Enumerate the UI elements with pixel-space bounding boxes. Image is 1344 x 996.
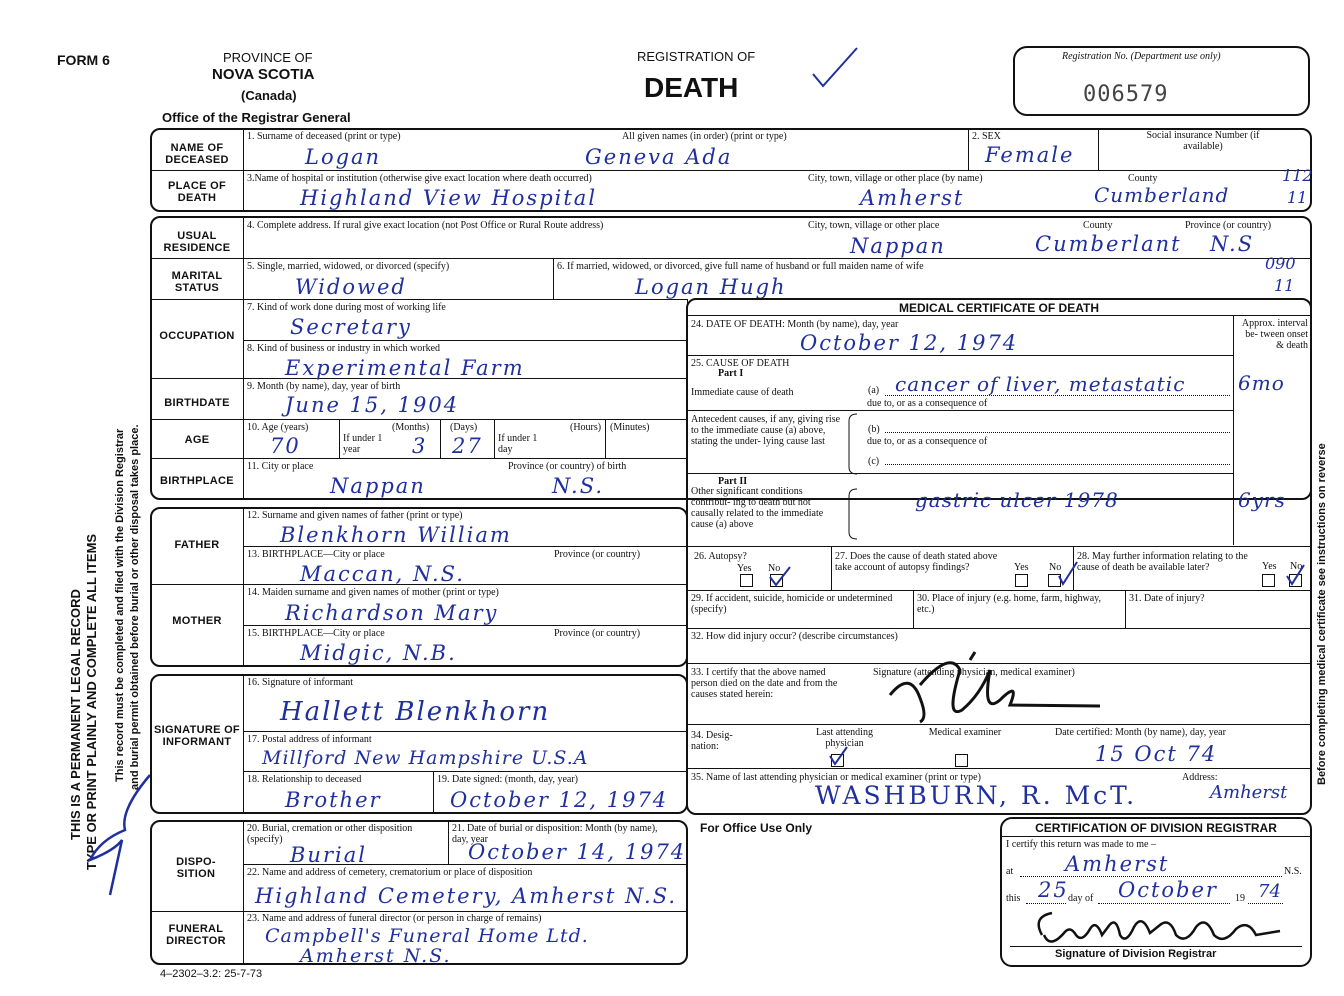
- label-part2: Part II: [718, 476, 748, 487]
- value-birth-city[interactable]: Nappan: [330, 474, 426, 498]
- label-surname: 1. Surname of deceased (print or type): [247, 131, 401, 142]
- label-ns: N.S.: [1284, 866, 1302, 877]
- further-yes-checkbox[interactable]: [1262, 574, 1275, 587]
- section-age: AGE: [184, 434, 210, 446]
- title-small: REGISTRATION OF: [637, 49, 756, 64]
- label-res-county: County: [1083, 220, 1113, 231]
- label-other: Other significant conditions contribut- ing to death but not causally related to the immediate cause (a) above: [691, 486, 824, 530]
- label-antecedent: Antecedent causes, if any, giving rise to the immediate cause (a) above, stating the under- lying cause last: [691, 414, 841, 447]
- value-interval-a[interactable]: 6mo: [1238, 371, 1285, 395]
- label-mother-bp-prov: Province (or country): [554, 628, 641, 639]
- label-cemetery: 22. Name and address of cemetery, crematorium or place of disposition: [247, 867, 533, 878]
- value-father-bp[interactable]: Maccan, N.S.: [300, 562, 465, 586]
- value-interval-2[interactable]: 6yrs: [1238, 488, 1286, 512]
- label-under1: If under 1 year: [343, 433, 383, 455]
- label-hospital: 3.Name of hospital or institution (otherwise give exact location where death occurred): [247, 173, 592, 184]
- check-mark-icon: [1284, 562, 1306, 588]
- label-physician-address: Address:: [1182, 772, 1218, 783]
- value-code3: 090: [1265, 254, 1296, 273]
- label-sex: 2. SEX: [972, 131, 1001, 142]
- label-certify: 33. I certify that the above named person died on the date and from the causes stated herein:: [691, 667, 838, 700]
- label-days: (Days): [450, 422, 478, 433]
- section-father: FATHER: [174, 539, 220, 551]
- check-mark-icon: [805, 44, 865, 94]
- section-place: PLACE OF DEATH: [167, 180, 226, 204]
- label-res-city: City, town, village or other place: [808, 220, 940, 231]
- section-birthdate: BIRTHDATE: [164, 397, 230, 409]
- value-informant-sig[interactable]: Hallett Blenkhorn: [280, 697, 551, 727]
- label-physician-sig: Signature (attending physician, medical examiner): [873, 667, 1075, 678]
- section-birthplace: BIRTHPLACE: [160, 475, 234, 487]
- label-last-attending: Last attending physician: [816, 727, 873, 749]
- value-mother[interactable]: Richardson Mary: [285, 601, 499, 625]
- value-code1: 112: [1282, 166, 1313, 185]
- label-autopsy-no: No: [768, 563, 781, 574]
- label-hours: (Hours): [570, 422, 602, 433]
- label-designation: 34. Desig- nation:: [691, 730, 733, 752]
- label-due2: due to, or as a consequence of: [867, 436, 988, 447]
- section-disposition: DISPO- SITION: [176, 856, 216, 880]
- label-injury-how: 32. How did injury occur? (describe circumstances): [691, 631, 898, 642]
- label-day-of: day of: [1068, 893, 1094, 904]
- label-cert-line: I certify this return was made to me –: [1006, 839, 1156, 850]
- value-res-county[interactable]: Cumberlant: [1035, 232, 1182, 256]
- value-birthdate[interactable]: June 15, 1904: [285, 393, 460, 417]
- value-occupation[interactable]: Secretary: [290, 315, 412, 339]
- value-funeral-dir1[interactable]: Campbell's Funeral Home Ltd.: [265, 925, 589, 947]
- label-c: (c): [868, 456, 880, 467]
- label-findings-yes: Yes: [1014, 562, 1029, 573]
- label-birth-prov: Province (or country) of birth: [508, 461, 627, 472]
- label-registrar-signature: Signature of Division Registrar: [1055, 948, 1217, 960]
- label-year-prefix: 19: [1235, 893, 1245, 904]
- value-registrar-day[interactable]: 25: [1038, 878, 1069, 902]
- label-findings-no: No: [1049, 562, 1062, 573]
- value-code2: 11: [1287, 188, 1308, 207]
- label-mother-bp: 15. BIRTHPLACE—City or place: [247, 628, 385, 639]
- label-injury-date: 31. Date of injury?: [1129, 593, 1205, 604]
- label-under1day: If under 1 day: [498, 433, 538, 455]
- label-months: (Months): [392, 422, 430, 433]
- value-physician-address[interactable]: Amherst: [1210, 782, 1288, 803]
- label-b: (b): [868, 424, 880, 435]
- label-part1: Part I: [718, 368, 744, 379]
- label-industry: 8. Kind of business or industry in which worked: [247, 343, 441, 354]
- province-line1: PROVINCE OF: [223, 50, 313, 65]
- label-physician-name: 35. Name of last attending physician or medical examiner (print or type): [691, 772, 981, 783]
- value-disposition[interactable]: Burial: [290, 843, 367, 867]
- section-marital: MARITAL STATUS: [171, 270, 223, 294]
- value-sex[interactable]: Female: [985, 143, 1075, 167]
- label-autopsy-findings: 27. Does the cause of death stated above take account of autopsy findings?: [835, 551, 998, 573]
- label-mother: 14. Maiden surname and given names of mother (print or type): [247, 587, 499, 598]
- label-birth-city: 11. City or place: [247, 461, 314, 472]
- value-code4: 11: [1274, 276, 1295, 295]
- label-father: 12. Surname and given names of father (print or type): [247, 510, 463, 521]
- value-registrar-month[interactable]: October: [1118, 878, 1218, 902]
- label-injury-place: 30. Place of injury (e.g. home, farm, highway, etc.): [917, 593, 1102, 615]
- value-informant-addr[interactable]: Millford New Hampshire U.S.A: [262, 747, 589, 769]
- label-minutes: (Minutes): [610, 422, 650, 433]
- label-this: this: [1006, 893, 1021, 904]
- side-text-right: Before completing medical certificate see instructions on reverse: [1316, 443, 1328, 785]
- label-autopsy-yes: Yes: [737, 563, 752, 574]
- value-birth-prov[interactable]: N.S.: [552, 474, 605, 498]
- label-further-no: No: [1290, 561, 1303, 572]
- label-burial-date: 21. Date of burial or disposition: Month (by name), day, year: [452, 823, 658, 845]
- value-father[interactable]: Blenkhorn William: [280, 523, 512, 547]
- label-birthdate: 9. Month (by name), day, year of birth: [247, 381, 401, 392]
- label-cause: 25. CAUSE OF DEATH: [691, 358, 790, 369]
- label-marital: 5. Single, married, widowed, or divorced (specify): [247, 261, 450, 272]
- label-interval: Approx. interval be- tween onset & death: [1241, 318, 1308, 351]
- section-funeral: FUNERAL DIRECTOR: [166, 923, 226, 947]
- label-death-county: County: [1128, 173, 1158, 184]
- section-mother: MOTHER: [172, 615, 222, 627]
- label-sin: Social insurance Number (if available): [1146, 130, 1260, 152]
- value-part2[interactable]: gastric ulcer 1978: [915, 488, 1119, 512]
- label-father-bp: 13. BIRTHPLACE—City or place: [247, 549, 385, 560]
- side-text-line1: THIS IS A PERMANENT LEGAL RECORD: [68, 589, 83, 840]
- value-marital[interactable]: Widowed: [295, 275, 407, 299]
- value-age-days[interactable]: 27: [452, 434, 483, 458]
- label-autopsy: 26. Autopsy?: [694, 551, 747, 562]
- side-text-line3: This record must be completed and filed with the Division Registrar: [114, 428, 126, 782]
- value-res-city[interactable]: Nappan: [850, 234, 946, 258]
- value-death-county[interactable]: Cumberland: [1094, 183, 1230, 207]
- value-hospital[interactable]: Highland View Hospital: [300, 186, 598, 210]
- label-date-signed: 19. Date signed: (month, day, year): [437, 774, 578, 785]
- medical-title: MEDICAL CERTIFICATE OF DEATH: [899, 301, 1099, 315]
- value-registrar-at[interactable]: Amherst: [1065, 852, 1170, 876]
- label-spouse: 6. If married, widowed, or divorced, give full name of husband or full maiden name of wife: [557, 261, 924, 272]
- label-address: 4. Complete address. If rural give exact location (not Post Office or Rural Route address): [247, 220, 604, 231]
- value-age-months[interactable]: 3: [412, 434, 428, 458]
- margin-scribble-icon: [80, 770, 160, 900]
- value-physician[interactable]: WASHBURN, R. McT.: [815, 781, 1138, 810]
- label-death-city: City, town, village or other place (by name): [808, 173, 983, 184]
- label-disposition: 20. Burial, cremation or other disposition (specify): [247, 823, 413, 845]
- value-cemetery[interactable]: Highland Cemetery, Amherst N.S.: [255, 884, 678, 908]
- value-registrar-year[interactable]: 74: [1258, 881, 1281, 902]
- label-relationship: 18. Relationship to deceased: [247, 774, 362, 785]
- form-code: 4–2302–3.2: 25-7-73: [160, 968, 263, 980]
- section-name: NAME OF DECEASED: [165, 142, 229, 166]
- label-further-info: 28. May further information relating to the cause of death be available later?: [1077, 551, 1248, 573]
- autopsy-yes-checkbox[interactable]: [740, 574, 753, 587]
- value-surname[interactable]: Logan: [305, 145, 382, 169]
- value-burial-date[interactable]: October 14, 1974: [468, 840, 687, 864]
- label-work: 7. Kind of work done during most of working life: [247, 302, 446, 313]
- findings-yes-checkbox[interactable]: [1015, 574, 1028, 587]
- value-given[interactable]: Geneva Ada: [585, 145, 733, 169]
- value-cert-date[interactable]: 15 Oct 74: [1095, 742, 1218, 766]
- office-title: Office of the Registrar General: [162, 110, 351, 125]
- bracket-icon: [845, 413, 859, 475]
- label-age: 10. Age (years): [247, 422, 309, 433]
- section-residence: USUAL RESIDENCE: [163, 230, 231, 254]
- province-line3: (Canada): [241, 88, 297, 103]
- province-line2: NOVA SCOTIA: [212, 66, 315, 83]
- check-mark-icon: [827, 744, 849, 768]
- label-informant-sig: 16. Signature of informant: [247, 677, 354, 688]
- label-funeral-dir: 23. Name and address of funeral director (or person in charge of remains): [247, 913, 542, 924]
- value-date-signed[interactable]: October 12, 1974: [450, 788, 669, 812]
- label-given: All given names (in order) (print or type): [622, 131, 787, 142]
- label-due1: due to, or as a consequence of: [867, 398, 988, 409]
- value-res-prov[interactable]: N.S: [1210, 232, 1255, 256]
- value-mother-bp[interactable]: Midgic, N.B.: [300, 641, 457, 665]
- form-number: FORM 6: [57, 52, 110, 68]
- title-death: DEATH: [644, 72, 739, 103]
- value-spouse[interactable]: Logan Hugh: [635, 275, 787, 299]
- label-immediate: Immediate cause of death: [691, 387, 794, 398]
- label-further-yes: Yes: [1262, 561, 1277, 572]
- value-industry[interactable]: Experimental Farm: [285, 356, 525, 380]
- label-a: (a): [868, 385, 880, 396]
- value-relationship[interactable]: Brother: [285, 788, 382, 812]
- section-occupation: OCCUPATION: [159, 330, 235, 342]
- side-text-line4: and burial permit obtained before burial or other disposal takes place.: [129, 424, 141, 790]
- value-death-city[interactable]: Amherst: [860, 186, 965, 210]
- label-res-prov: Province (or country): [1185, 220, 1272, 231]
- value-cause-a[interactable]: cancer of liver, metastatic: [895, 372, 1186, 396]
- label-informant-addr: 17. Postal address of informant: [247, 734, 372, 745]
- registrar-title: CERTIFICATION OF DIVISION REGISTRAR: [1035, 821, 1277, 835]
- medical-examiner-checkbox[interactable]: [955, 754, 968, 767]
- label-at: at: [1006, 866, 1014, 877]
- label-father-bp-prov: Province (or country): [554, 549, 641, 560]
- label-medical-examiner: Medical examiner: [928, 727, 1002, 738]
- physician-signature: [850, 640, 1110, 730]
- value-death-date[interactable]: October 12, 1974: [800, 331, 1019, 355]
- label-death-date: 24. DATE OF DEATH: Month (by name), day, year: [691, 319, 899, 330]
- label-accident: 29. If accident, suicide, homicide or undetermined (specify): [691, 593, 893, 615]
- registration-number-label: Registration No. (Department use only): [1062, 51, 1221, 62]
- section-informant: SIGNATURE OF INFORMANT: [154, 724, 240, 748]
- check-mark-icon: [766, 563, 792, 589]
- value-funeral-dir2[interactable]: Amherst N.S.: [300, 945, 452, 967]
- office-use-label: For Office Use Only: [700, 821, 813, 835]
- value-age-years[interactable]: 70: [270, 434, 301, 458]
- side-text-line2: TYPE OR PRINT PLAINLY AND COMPLETE ALL ITEMS: [84, 533, 99, 870]
- registration-number: 006579: [1083, 82, 1169, 107]
- bracket-icon: [845, 488, 859, 540]
- label-date-certified: Date certified: Month (by name), day, year: [1055, 727, 1226, 738]
